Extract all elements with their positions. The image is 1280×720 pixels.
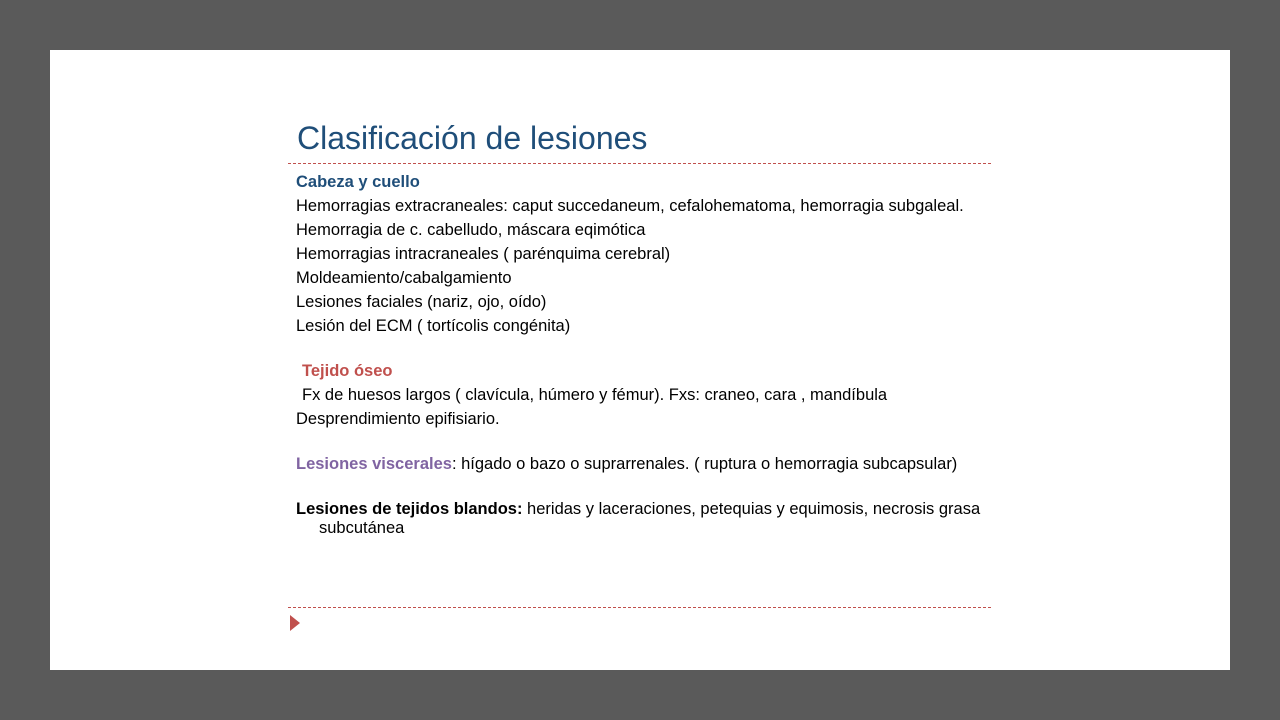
list-item: Hemorragias extracraneales: caput succedaneum, cefalohematoma, hemorragia subgaleal. <box>296 197 964 215</box>
list-item <box>296 500 996 538</box>
section-cabeza-cuello <box>296 173 996 336</box>
section-text: : hígado o bazo o suprarrenales. ( ruptura o hemorragia subcapsular) <box>451 455 958 473</box>
section-heading: Lesiones de tejidos blandos: <box>296 500 523 518</box>
list-item: Lesión del ECM ( tortícolis congénita) <box>296 317 571 335</box>
list-item: Lesiones faciales (nariz, ojo, oído) <box>296 293 547 311</box>
section-lesiones-viscerales <box>296 455 996 474</box>
triangle-arrow-right-icon <box>290 615 300 631</box>
list-item: Fx de huesos largos ( clavícula, húmero y fémur). Fxs: craneo, cara , mandíbula <box>302 386 888 404</box>
top-divider <box>288 163 991 164</box>
section-tejidos-blandos <box>296 500 996 538</box>
slide-content <box>296 173 996 538</box>
section-heading: Cabeza y cuello <box>296 173 420 191</box>
slide-title: Clasificación de lesiones <box>297 120 648 156</box>
list-item <box>296 455 996 474</box>
section-heading: Tejido óseo <box>302 362 393 380</box>
bottom-divider <box>288 607 991 608</box>
slide <box>50 50 1230 670</box>
list-item: Desprendimiento epifisiario. <box>296 410 500 428</box>
list-item: Moldeamiento/cabalgamiento <box>296 269 512 287</box>
list-item: Hemorragias intracraneales ( parénquima cerebral) <box>296 245 671 263</box>
section-text: heridas y laceraciones, petequias y equimosis, necrosis grasa subcutánea <box>319 500 981 537</box>
section-tejido-oseo <box>296 362 996 429</box>
list-item: Hemorragia de c. cabelludo, máscara eqimótica <box>296 221 646 239</box>
section-heading: Lesiones viscerales <box>296 455 452 473</box>
